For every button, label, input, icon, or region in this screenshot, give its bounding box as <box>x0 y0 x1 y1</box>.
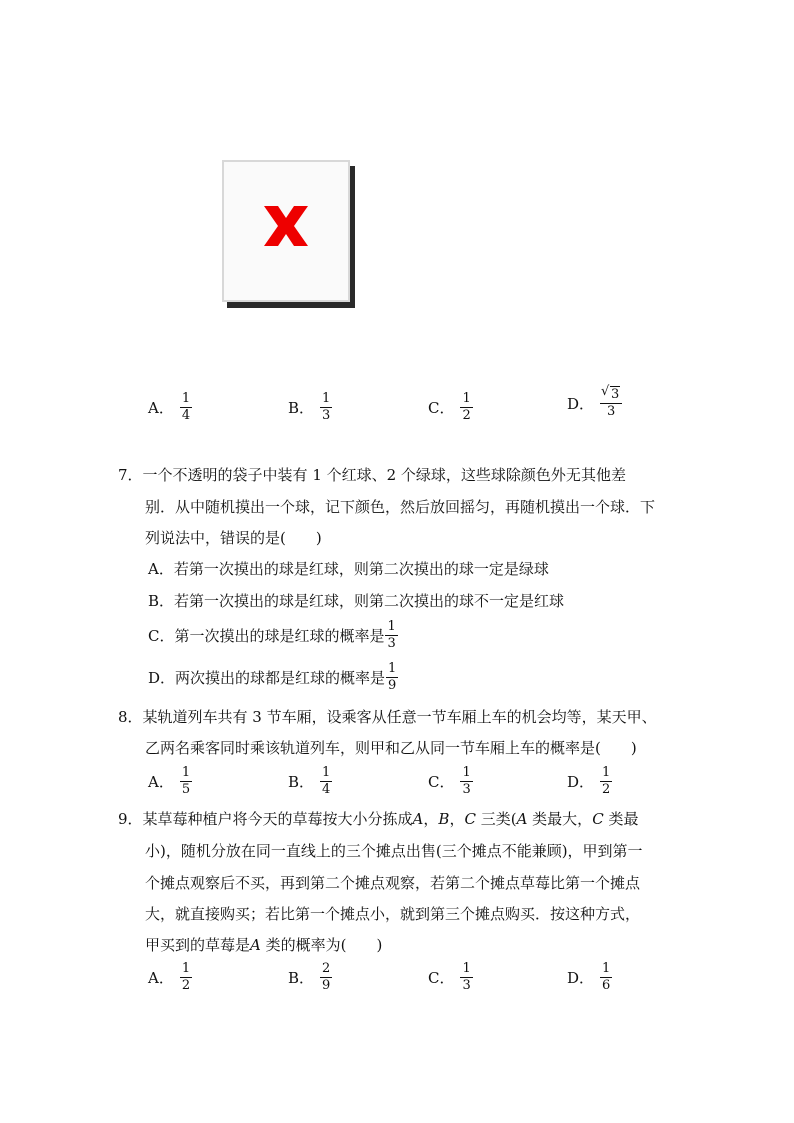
q7-option-d[interactable] <box>148 662 398 693</box>
q6-option-c[interactable] <box>428 392 473 423</box>
q8-stem-line-2: 乙两名乘客同时乘该轨道列车，则甲和乙从同一节车厢上车的概率是( ) <box>145 739 637 757</box>
option-fraction: $\frac{1}{2}$ <box>181 961 191 993</box>
q7-stem-line-2: 别．从中随机摸出一个球，记下颜色，然后放回摇匀，再随机摸出一个球．下 <box>145 498 656 516</box>
option-fraction: $\frac{1}{3}$ <box>462 961 471 993</box>
option-letter: A． <box>148 399 174 417</box>
q6-option-d[interactable] <box>567 388 622 419</box>
option-fraction: $\frac{1}{3}$ <box>462 765 471 797</box>
q9-stem-line-1: 9．某草莓种植户将今天的草莓按大小分拣成A，B，C 三类(A 类最大，C 类最 <box>118 810 639 828</box>
option-fraction: $\frac{1}{3}$ <box>322 391 331 423</box>
option-fraction: $\frac{1}{4}$ <box>181 391 191 423</box>
q7-option-a[interactable]: A．若第一次摸出的球是红球，则第二次摸出的球一定是绿球 <box>148 560 549 578</box>
q9-option-a[interactable] <box>148 962 192 993</box>
option-letter: A． <box>148 969 174 987</box>
option-letter: C． <box>428 773 455 791</box>
option-letter: B． <box>288 773 315 791</box>
option-fraction: $\frac{1}{4}$ <box>322 765 331 797</box>
option-letter: C． <box>428 399 455 417</box>
q8-option-a[interactable] <box>148 766 192 797</box>
q9-stem-line-4: 大，就直接购买；若比第一个摊点小，就到第三个摊点购买．按这种方式， <box>145 905 641 923</box>
option-fraction: √ $\frac{3}{3}$ <box>600 388 622 419</box>
option-letter: C． <box>428 969 455 987</box>
option-letter: B． <box>288 399 315 417</box>
option-letter: B． <box>288 969 315 987</box>
q8-option-d[interactable] <box>567 766 612 797</box>
option-fraction: $\frac{1}{6}$ <box>602 961 611 993</box>
option-letter: D． <box>567 969 595 987</box>
option-fraction: $\frac{1}{2}$ <box>462 391 471 423</box>
q7-option-b[interactable]: B．若第一次摸出的球是红球，则第二次摸出的球不一定是红球 <box>148 592 565 610</box>
q9-option-d[interactable] <box>567 962 612 993</box>
q6-option-a[interactable] <box>148 392 192 423</box>
option-text: C．第一次摸出的球是红球的概率是 <box>148 627 385 645</box>
option-fraction: $\frac{1}{9}$ <box>388 661 397 693</box>
option-fraction: $\frac{1}{5}$ <box>181 765 191 797</box>
q9-option-b[interactable] <box>288 962 332 993</box>
q9-stem-line-5: 甲买到的草莓是A 类的概率为( ) <box>145 936 383 954</box>
q7-stem-line-3: 列说法中，错误的是( ) <box>145 529 322 547</box>
option-fraction: $\frac{2}{9}$ <box>322 961 331 993</box>
q9-stem-line-2: 小)，随机分放在同一直线上的三个摊点出售(三个摊点不能兼顾)，甲到第一 <box>145 842 643 860</box>
option-fraction: $\frac{1}{2}$ <box>602 765 611 797</box>
q9-stem-line-3: 个摊点观察后不买，再到第二个摊点观察，若第二个摊点草莓比第一个摊点 <box>145 874 641 892</box>
q7-stem-line-1: 7．一个不透明的袋子中装有 1 个红球、2 个绿球，这些球除颜色外无其他差 <box>118 466 626 484</box>
option-letter: D． <box>567 395 595 413</box>
q8-stem-line-1: 8．某轨道列车共有 3 节车厢，设乘客从任意一节车厢上车的机会均等，某天甲、 <box>118 708 657 726</box>
option-letter: A． <box>148 773 174 791</box>
option-fraction: $\frac{1}{3}$ <box>387 619 396 651</box>
q7-option-c[interactable] <box>148 620 398 651</box>
option-text: D．两次摸出的球都是红球的概率是 <box>148 669 386 687</box>
q8-option-c[interactable] <box>428 766 473 797</box>
q8-option-b[interactable] <box>288 766 332 797</box>
sqrt-symbol: √ 3 <box>602 387 620 402</box>
option-letter: D． <box>567 773 595 791</box>
q9-option-c[interactable] <box>428 962 473 993</box>
q6-option-b[interactable] <box>288 392 332 423</box>
broken-image-placeholder <box>222 160 350 302</box>
broken-image-x-icon <box>258 202 314 250</box>
